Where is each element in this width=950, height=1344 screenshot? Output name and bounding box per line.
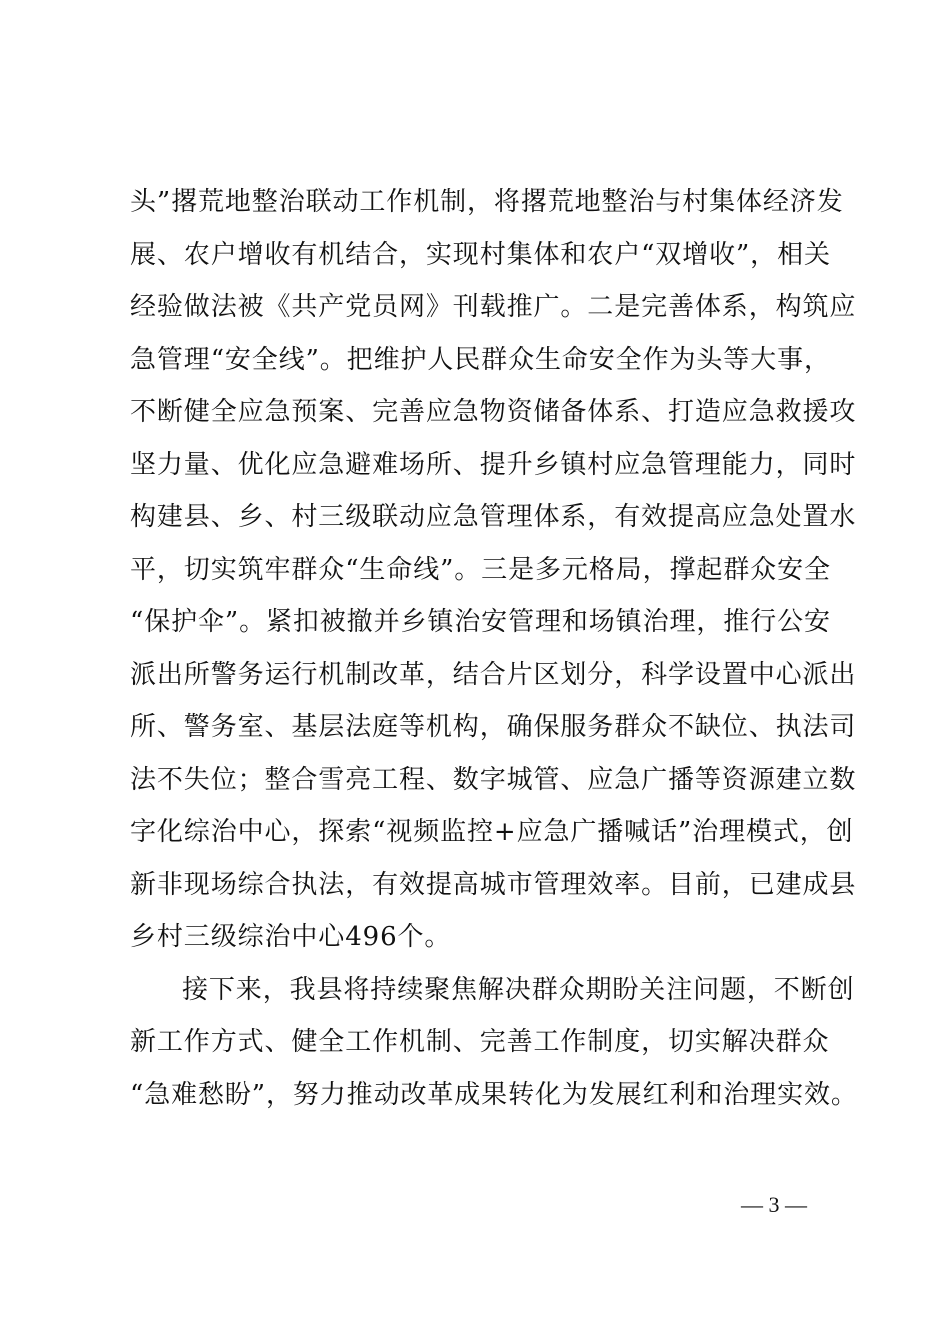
text-line: 急管理“安全线”。把维护人民群众生命安全作为头等大事，	[130, 344, 831, 375]
text-line: 构建县、乡、村三级联动应急管理体系，有效提高应急处置水	[130, 502, 857, 532]
text-line: 经验做法被《共产党员网》刊载推广。二是完善体系，构筑应	[130, 292, 857, 322]
text-line: 派出所警务运行机制改革，结合片区划分，科学设置中心派出	[130, 659, 857, 690]
paragraph-2	[130, 964, 858, 1122]
text-line: 所、警务室、基层法庭等机构，确保服务群众不缺位、执法司	[130, 712, 857, 742]
text-line: 接下来，我县将持续聚焦解决群众期盼关注问题，不断创	[182, 974, 855, 1005]
text-line: 新非现场综合执法，有效提高城市管理效率。目前，已建成县	[130, 869, 857, 900]
text-line: “急难愁盼”，努力推动改革成果转化为发展红利和治理实效。	[130, 1079, 858, 1110]
paragraph-1	[130, 176, 857, 964]
text-line: 新工作方式、健全工作机制、完善工作制度，切实解决群众	[130, 1027, 830, 1057]
text-line: 法不失位；整合雪亮工程、数字城管、应急广播等资源建立数	[130, 764, 857, 795]
text-line: 展、农户增收有机结合，实现村集体和农户“双增收”，相关	[130, 239, 831, 270]
text-line: 平，切实筑牢群众“生命线”。三是多元格局，撑起群众安全	[130, 554, 831, 585]
text-line: 头”撂荒地整治联动工作机制，将撂荒地整治与村集体经济发	[130, 187, 844, 217]
text-line: 坚力量、优化应急避难场所、提升乡镇村应急管理能力，同时	[130, 449, 857, 480]
text-line: 不断健全应急预案、完善应急物资储备体系、打造应急救援攻	[130, 397, 857, 427]
text-line: 字化综治中心，探索“视频监控+应急广播喊话”治理模式，创	[130, 817, 854, 847]
page-number: — 3 —	[741, 1192, 807, 1217]
text-line: 乡村三级综治中心496个。	[130, 922, 452, 952]
text-line: “保护伞”。紧扣被撤并乡镇治安管理和场镇治理，推行公安	[130, 607, 831, 637]
body-text	[130, 176, 858, 1121]
